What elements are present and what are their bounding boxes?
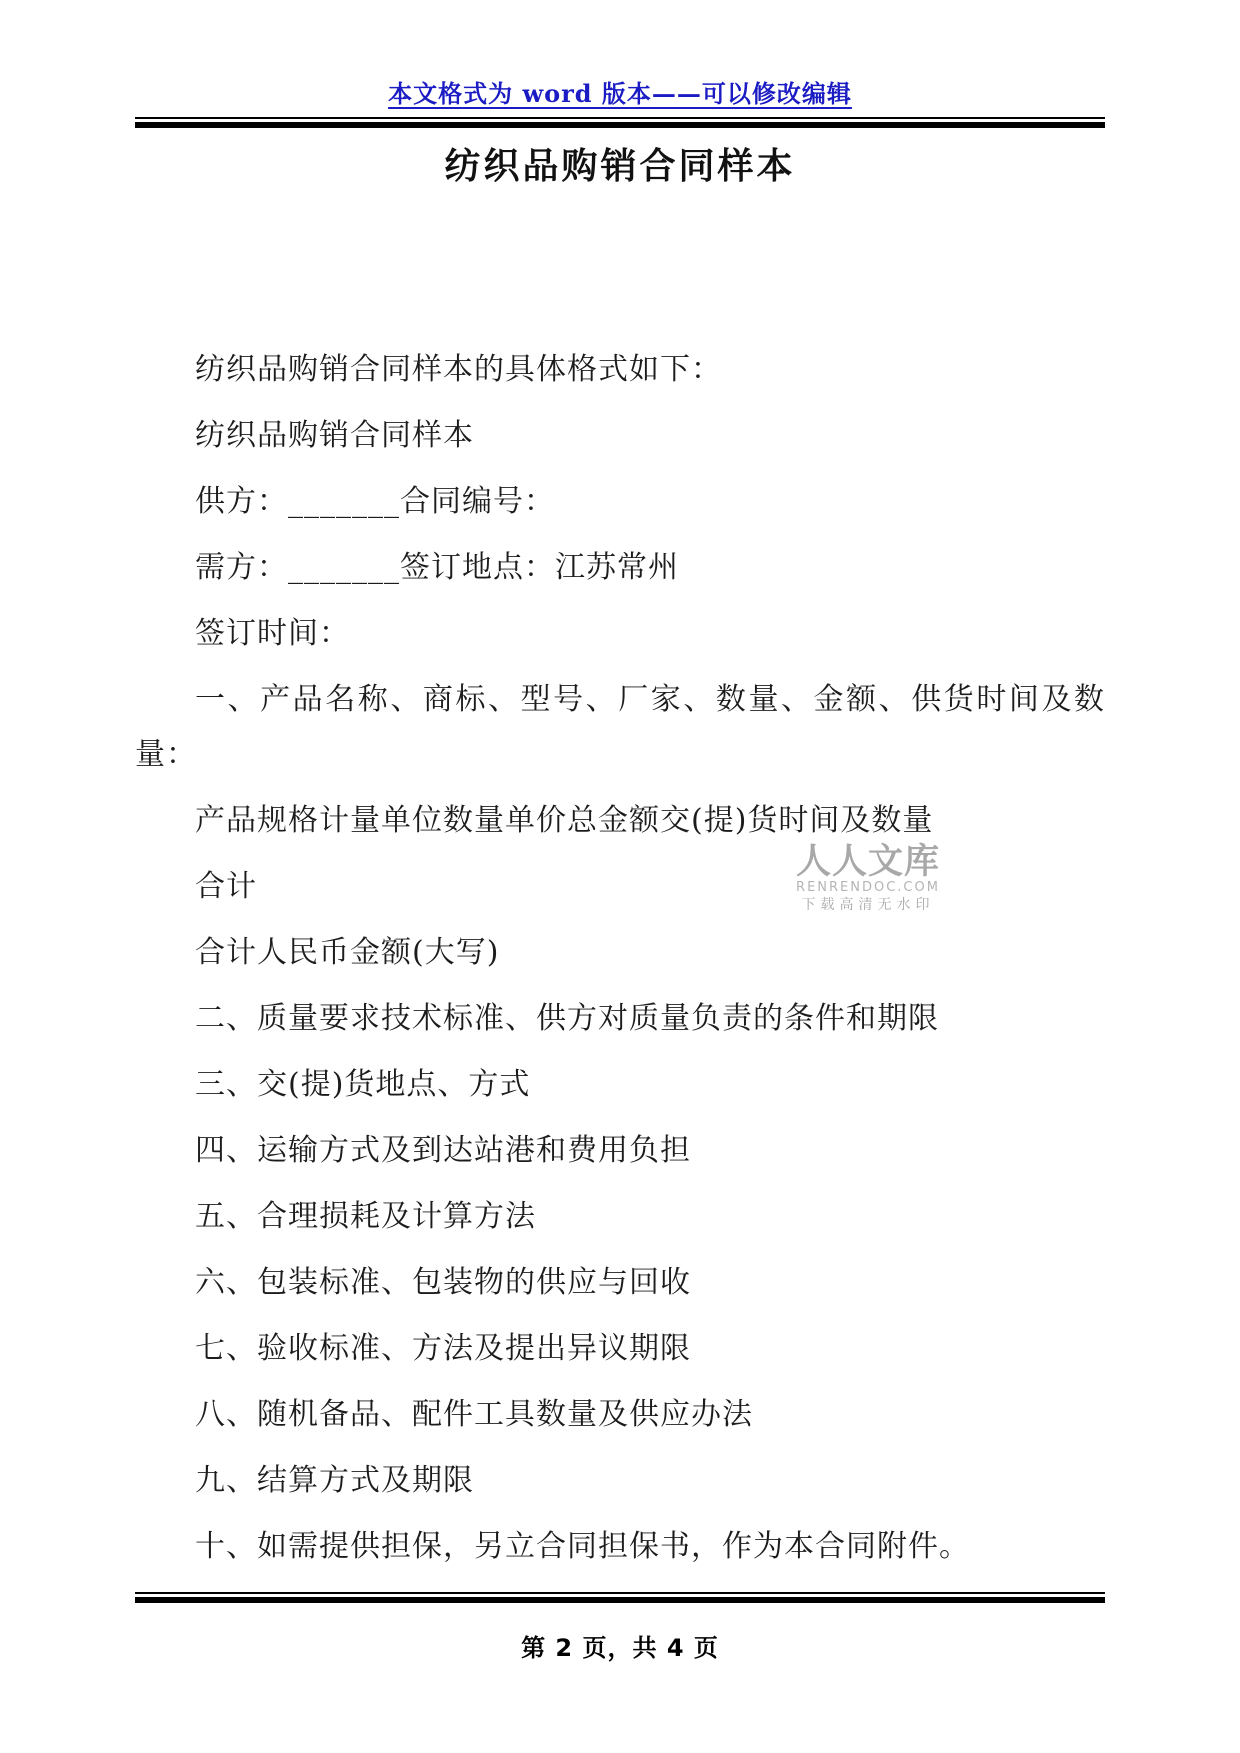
paragraph-subtitle: 纺织品购销合同样本 [195,418,474,453]
paragraph-total-rmb: 合计人民币金额(大写) [195,935,500,970]
paragraph-spec-header: 产品规格计量单位数量单价总金额交(提)货时间及数量 [195,803,934,838]
paragraph-sign-time: 签订时间： [195,616,350,651]
paragraph-clause-1-line-2: 量： [135,737,197,772]
watermark-site: RENRENDOC.COM [796,880,940,895]
paragraph-clause-8: 八、随机备品、配件工具数量及供应办法 [195,1397,753,1432]
page-number: 第 2 页，共 4 页 [521,1634,719,1662]
header-divider [135,117,1105,128]
paragraph-total: 合计 [195,869,257,904]
paragraph-clause-6: 六、包装标准、包装物的供应与回收 [195,1265,691,1300]
document-body [135,342,1105,1585]
paragraph-supplier-line: 供方：_______合同编号： [195,484,555,519]
header-notice: 本文格式为 word 版本——可以修改编辑 [388,79,852,108]
paragraph-clause-1-line-1: 一、产品名称、商标、型号、厂家、数量、金额、供货时间及数 [195,682,1105,717]
watermark-slogan: 下载高清无水印 [801,897,935,913]
paragraph-intro: 纺织品购销合同样本的具体格式如下： [195,352,722,387]
footer-divider-thick-line [135,1597,1105,1603]
paragraph-buyer-line: 需方：_______签订地点：江苏常州 [195,550,679,585]
paragraph-clause-9: 九、结算方式及期限 [195,1463,474,1498]
header-divider-thick-line [135,122,1105,128]
paragraph-clause-5: 五、合理损耗及计算方法 [195,1199,536,1234]
watermark-brand: 人人文库 [796,841,941,882]
paragraph-clause-3: 三、交(提)货地点、方式 [195,1067,531,1102]
paragraph-clause-7: 七、验收标准、方法及提出异议期限 [195,1331,691,1366]
paragraph-clause-4: 四、运输方式及到达站港和费用负担 [195,1133,691,1168]
footer-divider [135,1592,1105,1603]
paragraph-clause-2: 二、质量要求技术标准、供方对质量负责的条件和期限 [195,1001,939,1036]
paragraph-clause-10: 十、如需提供担保，另立合同担保书，作为本合同附件。 [195,1529,970,1564]
document-title: 纺织品购销合同样本 [444,145,796,187]
